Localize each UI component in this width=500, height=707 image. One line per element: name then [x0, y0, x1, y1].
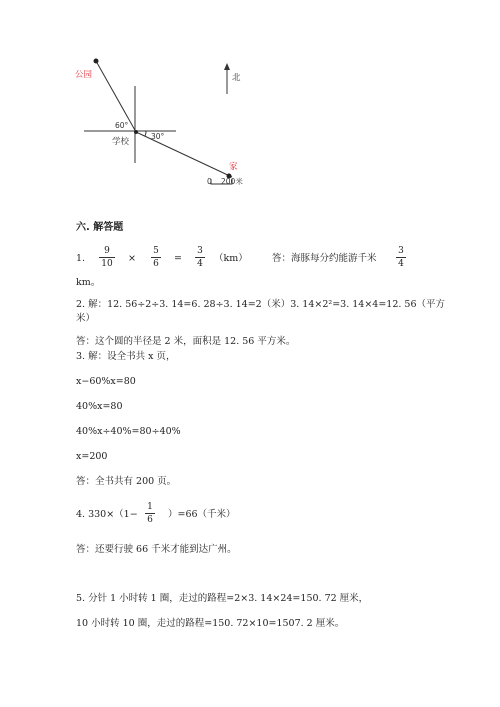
q1-answer: 答：海豚每分约能游千米 — [272, 253, 377, 264]
q3-equation-2: 40%x=80 — [76, 401, 123, 412]
section-title: 六. 解答题 — [76, 222, 124, 233]
fraction-bar — [145, 513, 155, 514]
q1-fraction-d-denominator: 4 — [398, 259, 404, 269]
q1-unit-tail: km。 — [76, 277, 101, 288]
angle-home-label: 30° — [151, 132, 165, 141]
q3-answer: 答：全书共有 200 页。 — [76, 476, 177, 487]
q2-line-1: 2. 解：12. 56÷2÷3. 14=6. 28÷3. 14=2（米）3. 14×2²=3. 14×4=12. 56（平方 — [76, 299, 446, 310]
q4-suffix: ）=66（千米） — [168, 509, 236, 520]
q3-equation-1: x−60%x=80 — [76, 376, 136, 387]
q1-fraction-b-denominator: 6 — [153, 259, 159, 269]
q1-fraction-c — [195, 246, 205, 269]
q3-line-1: 3. 解：设全书共 x 页， — [76, 351, 176, 362]
q4-fraction-numerator: 1 — [147, 502, 153, 512]
fraction-bar — [396, 257, 406, 258]
q5-line-1: 5. 分针 1 小时转 1 圈，走过的路程=2×3. 14×24=150. 72 厘米， — [76, 593, 369, 604]
q3-equation-4: x=200 — [76, 451, 108, 462]
q1-fraction-b-numerator: 5 — [153, 246, 159, 256]
q1-number: 1. — [76, 253, 86, 264]
direction-map-diagram — [0, 0, 500, 200]
q1-unit: （km） — [214, 253, 248, 264]
q4-fraction-denominator: 6 — [147, 515, 153, 525]
fraction-bar — [151, 257, 161, 258]
q1-fraction-d — [396, 246, 406, 269]
park-label: 公园 — [75, 70, 93, 80]
q1-fraction-c-numerator: 3 — [197, 246, 203, 256]
scale-zero-label: 0 — [207, 177, 212, 186]
scale-value-label: 200米 — [221, 177, 243, 186]
q1-fraction-d-numerator: 3 — [398, 246, 404, 256]
q1-fraction-a — [99, 246, 115, 269]
north-label: 北 — [232, 73, 241, 83]
school-point — [134, 130, 138, 134]
q4-fraction — [145, 502, 155, 525]
school-label: 学校 — [112, 137, 130, 147]
home-label: 家 — [229, 162, 238, 172]
q4-answer: 答：还要行驶 66 千米才能到达广州。 — [76, 544, 237, 555]
fraction-bar — [195, 257, 205, 258]
q2-line-2: 米） — [76, 313, 96, 324]
q1-fraction-a-denominator: 10 — [101, 259, 113, 269]
q2-answer: 答：这个圆的半径是 2 米，面积是 12. 56 平方米。 — [76, 336, 296, 347]
fraction-bar — [99, 257, 115, 258]
q1-times-sign: × — [128, 253, 136, 264]
q1-fraction-c-denominator: 4 — [197, 259, 203, 269]
park-point — [94, 59, 99, 64]
angle-arc-home — [145, 131, 146, 136]
q1-equals-sign: = — [174, 253, 182, 264]
q1-fraction-a-numerator: 9 — [104, 246, 110, 256]
q1-fraction-b — [151, 246, 161, 269]
q5-line-2: 10 小时转 10 圈，走过的路程=150. 72×10=1507. 2 厘米。 — [76, 618, 345, 629]
q3-equation-3: 40%x÷40%=80÷40% — [76, 426, 181, 437]
angle-park-label: 60° — [115, 121, 129, 130]
q4-prefix: 4. 330×（1− — [76, 509, 138, 520]
north-arrow-icon — [224, 63, 230, 70]
